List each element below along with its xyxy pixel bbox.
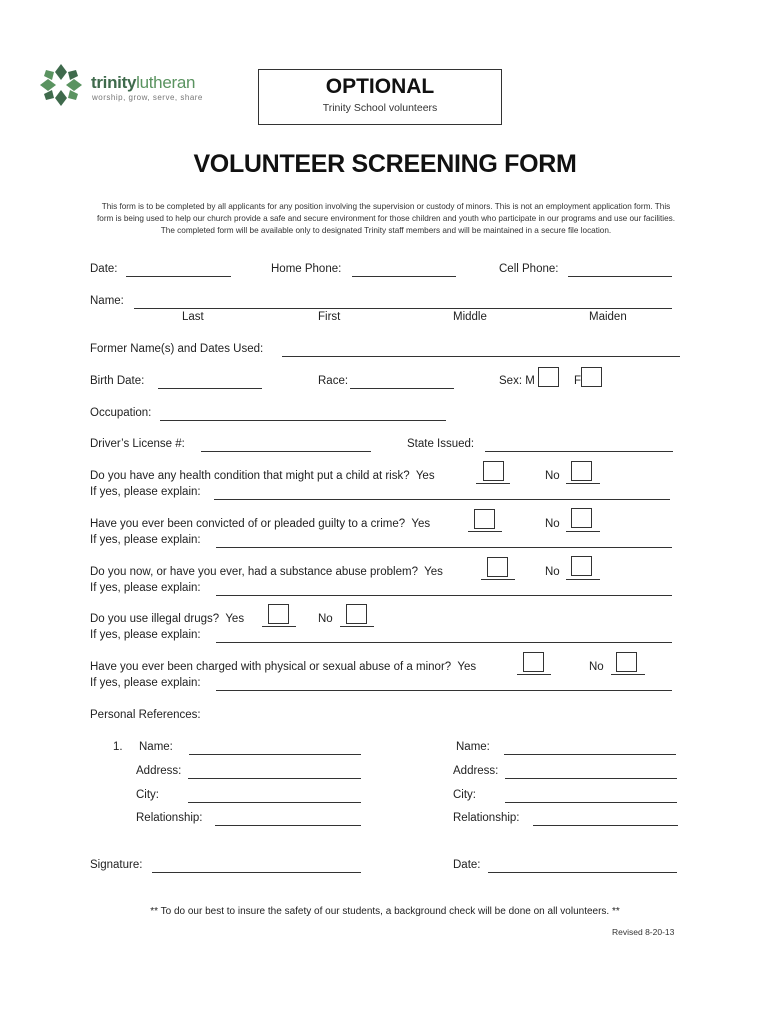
birth-date-field[interactable] xyxy=(158,388,262,389)
reference-number: 1. xyxy=(113,741,123,753)
health-explain-field[interactable] xyxy=(214,499,670,500)
substance-yes-checkbox[interactable] xyxy=(487,557,508,577)
form-title: VOLUNTEER SCREENING FORM xyxy=(193,150,577,178)
ref1-relationship-field[interactable] xyxy=(215,825,361,826)
home-phone-field[interactable] xyxy=(352,276,456,277)
ref2-address-field[interactable] xyxy=(505,778,677,779)
ref2-relationship-label: Relationship: xyxy=(453,812,520,824)
logo-wordmark: trinitylutheran xyxy=(91,73,196,92)
sex-m-checkbox[interactable] xyxy=(538,367,559,387)
abuse-no-checkbox[interactable] xyxy=(616,652,637,672)
former-names-field[interactable] xyxy=(282,356,680,357)
ref1-name-label: Name: xyxy=(139,741,173,753)
health-no-label: No xyxy=(545,470,560,482)
sex-f-checkbox[interactable] xyxy=(581,367,602,387)
sex-f-label: F xyxy=(574,375,582,387)
abuse-explain-label: If yes, please explain: xyxy=(90,677,201,689)
intro-paragraph: This form is to be completed by all applicants for any position involving the supervision or custody of minors. This is not an employment application form. This form is being used to help our church provide a safe and secure environment for those children and youth who participate in our programs and use our facilities. The completed form will be available only to designated Trinity staff members and will be maintained in a secure file location. xyxy=(97,202,675,235)
drivers-license-label: Driver’s License #: xyxy=(90,438,185,450)
former-names-label: Former Name(s) and Dates Used: xyxy=(90,343,264,355)
abuse-explain-field[interactable] xyxy=(216,690,672,691)
name-part-maiden: Maiden xyxy=(589,311,627,323)
cell-phone-field[interactable] xyxy=(568,276,672,277)
home-phone-label: Home Phone: xyxy=(271,263,342,275)
ref1-relationship-label: Relationship: xyxy=(136,812,203,824)
question-substance: Do you now, or have you ever, had a substance abuse problem? Yes xyxy=(90,566,443,578)
substance-explain-label: If yes, please explain: xyxy=(90,582,201,594)
occupation-label: Occupation: xyxy=(90,407,152,419)
substance-no-checkbox[interactable] xyxy=(571,556,592,576)
ref2-city-field[interactable] xyxy=(505,802,677,803)
name-field[interactable] xyxy=(134,308,672,309)
abuse-no-label: No xyxy=(589,661,604,673)
drugs-no-checkbox[interactable] xyxy=(346,604,367,624)
name-part-middle: Middle xyxy=(453,311,487,323)
question-crime: Have you ever been convicted of or pleaded guilty to a crime? Yes xyxy=(90,518,431,530)
ref1-address-label: Address: xyxy=(136,765,182,777)
health-no-line xyxy=(566,483,600,484)
logo-tagline: worship, grow, serve, share xyxy=(92,93,203,102)
background-check-note: ** To do our best to insure the safety of our students, a background check will be done on all volunteers. ** xyxy=(150,906,620,917)
drugs-no-label: No xyxy=(318,613,333,625)
signature-field[interactable] xyxy=(152,872,361,873)
revision-date: Revised 8-20-13 xyxy=(612,927,675,937)
birth-date-label: Birth Date: xyxy=(90,375,145,387)
ref1-address-field[interactable] xyxy=(188,778,361,779)
health-explain-label: If yes, please explain: xyxy=(90,486,201,498)
health-yes-checkbox[interactable] xyxy=(483,461,504,481)
abuse-yes-line xyxy=(517,674,551,675)
race-field[interactable] xyxy=(350,388,454,389)
optional-notice-box xyxy=(258,69,502,125)
health-yes-line xyxy=(476,483,510,484)
optional-label: OPTIONAL xyxy=(325,75,435,98)
crime-no-line xyxy=(566,531,600,532)
race-label: Race: xyxy=(318,375,349,387)
drivers-license-field[interactable] xyxy=(201,451,371,452)
substance-yes-line xyxy=(481,579,515,580)
drugs-explain-field[interactable] xyxy=(216,642,672,643)
crime-explain-field[interactable] xyxy=(216,547,672,548)
date-label: Date: xyxy=(90,263,118,275)
crime-no-checkbox[interactable] xyxy=(571,508,592,528)
sign-date-field[interactable] xyxy=(488,872,677,873)
sign-date-label: Date: xyxy=(453,859,481,871)
references-heading: Personal References: xyxy=(90,709,201,721)
name-label: Name: xyxy=(90,295,124,307)
name-part-last: Last xyxy=(182,311,204,323)
cell-phone-label: Cell Phone: xyxy=(499,263,559,275)
sex-m-label: Sex: M xyxy=(499,375,535,387)
question-abuse: Have you ever been charged with physical or sexual abuse of a minor? Yes xyxy=(90,661,477,673)
state-issued-field[interactable] xyxy=(485,451,673,452)
ref2-city-label: City: xyxy=(453,789,476,801)
crime-yes-line xyxy=(468,531,502,532)
abuse-no-line xyxy=(611,674,645,675)
abuse-yes-checkbox[interactable] xyxy=(523,652,544,672)
drugs-yes-checkbox[interactable] xyxy=(268,604,289,624)
state-issued-label: State Issued: xyxy=(407,438,475,450)
ref2-relationship-field[interactable] xyxy=(533,825,678,826)
crime-yes-checkbox[interactable] xyxy=(474,509,495,529)
date-field[interactable] xyxy=(126,276,231,277)
drugs-no-line xyxy=(340,626,374,627)
drugs-explain-label: If yes, please explain: xyxy=(90,629,201,641)
ref1-city-label: City: xyxy=(136,789,159,801)
signature-label: Signature: xyxy=(90,859,143,871)
crime-explain-label: If yes, please explain: xyxy=(90,534,201,546)
health-no-checkbox[interactable] xyxy=(571,461,592,481)
trinity-lutheran-logo-icon xyxy=(38,62,84,108)
ref2-name-field[interactable] xyxy=(504,754,676,755)
occupation-field[interactable] xyxy=(160,420,446,421)
substance-no-label: No xyxy=(545,566,560,578)
substance-no-line xyxy=(566,579,600,580)
ref2-name-label: Name: xyxy=(456,741,490,753)
ref1-name-field[interactable] xyxy=(189,754,361,755)
ref2-address-label: Address: xyxy=(453,765,499,777)
ref1-city-field[interactable] xyxy=(188,802,361,803)
substance-explain-field[interactable] xyxy=(216,595,672,596)
question-health: Do you have any health condition that might put a child at risk? Yes xyxy=(90,470,435,482)
optional-subtitle: Trinity School volunteers xyxy=(322,102,438,114)
question-drugs: Do you use illegal drugs? Yes xyxy=(90,613,245,625)
name-part-first: First xyxy=(318,311,341,323)
drugs-yes-line xyxy=(262,626,296,627)
crime-no-label: No xyxy=(545,518,560,530)
